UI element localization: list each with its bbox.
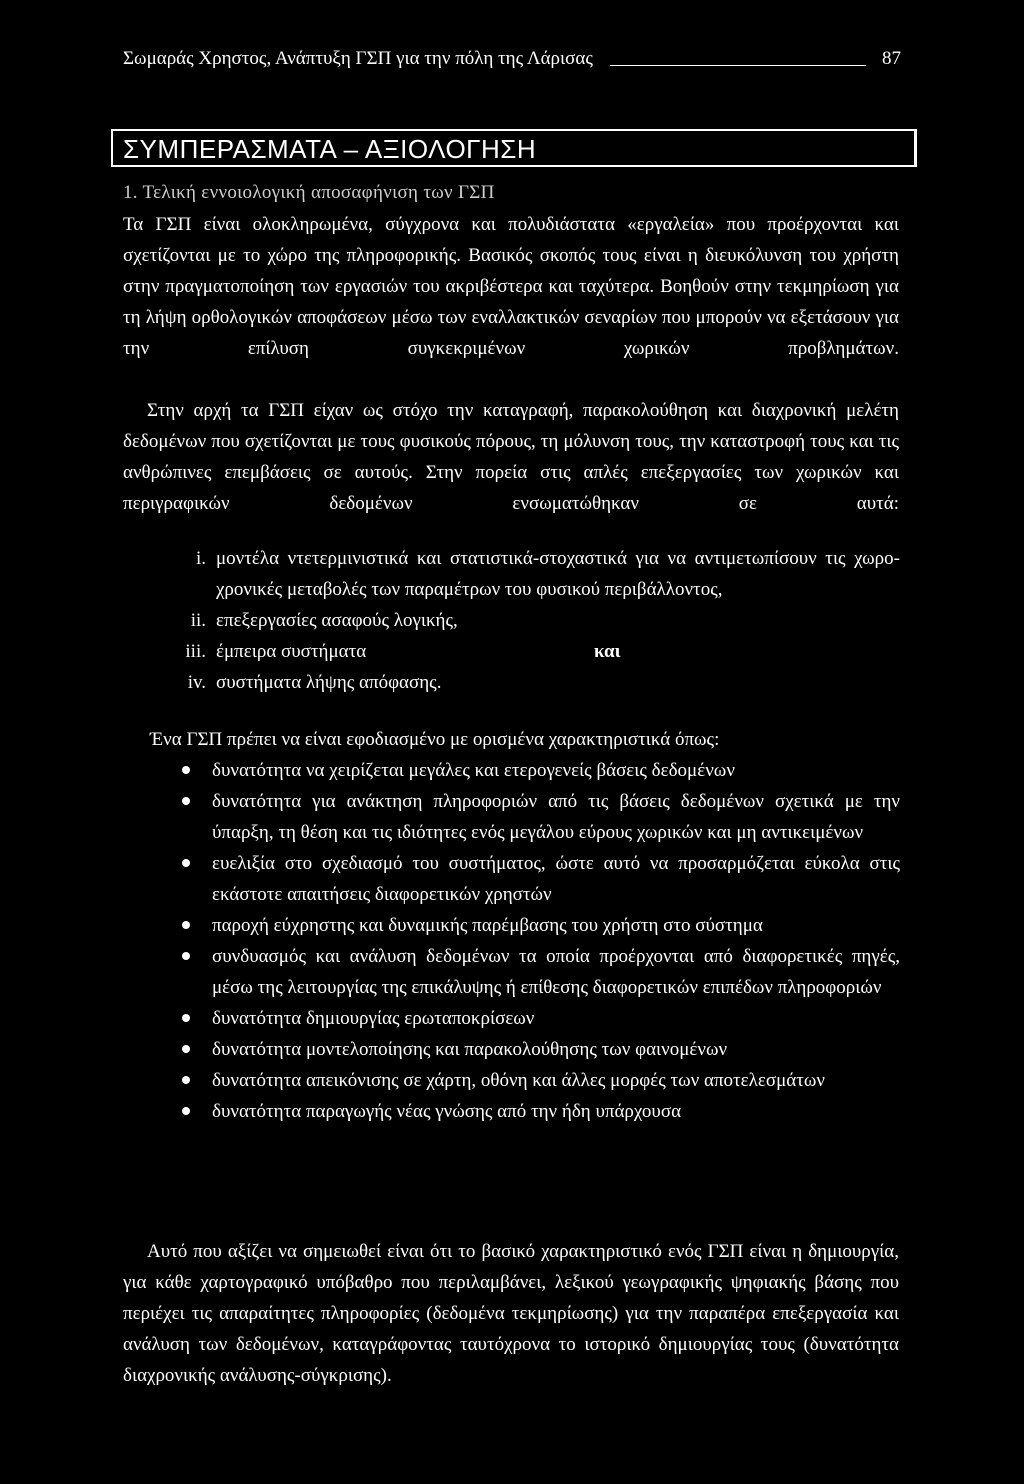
- paragraph-1: Τα ΓΣΠ είναι ολοκληρωμένα, σύγχρονα και πολυδιάστατα «εργαλεία» που προέρχονται και σχετίζονται με το χώρο της πληροφορικής. Βασικός σκοπός τους είναι η διευκόλυνση του χρήστη στην πραγματοποίηση των εργασιών του ακριβέστερα και ταχύτερα. Βοηθούν στην τεκμηρίωση για τη λήψη ορθολογικών αποφάσεων μέσω των εναλλακτικών σεναρίων που μπορούν να εξετάσουν για την επίλυση συγκεκριμένων χωρικών προβλημάτων.: [123, 214, 899, 359]
- paragraph-3: Αυτό που αξίζει να σημειωθεί είναι ότι το βασικό χαρακτηριστικό ενός ΓΣΠ είναι η δημιουργία, για κάθε χαρτογραφικό υπόβαθρο που περιλαμβάνει, λεξικού γεωγραφικής ψηφιακής βάσης που περιέχει τις απαραίτητες πληροφορίες (δεδομένα τεκμηρίωσης) για την παραπέρα επεξεργασία και ανάλυση των δεδομένων, καταγράφοντας ταυτόχρονα το ιστορικό δημιουργίας τους (δυνατότητα διαχρονικής ανάλυσης-σύγκρισης).: [123, 1241, 899, 1386]
- feature-text: ευελιξία στο σχεδιασμό του συστήματος, ώστε αυτό να προσαρμόζεται εύκολα στις εκάστοτε απαιτήσεις διαφορετικών χρηστών: [212, 853, 900, 905]
- feature-text: παροχή εύχρηστης και δυναμικής παρέμβασης του χρήστη στο σύστημα: [212, 915, 763, 936]
- bullet-icon: [182, 952, 190, 960]
- feature-text: δυνατότητα για ανάκτηση πληροφοριών από τις βάσεις δεδομένων σχετικά με την ύπαρξη, τη θέση και τις ιδιότητες ενός μεγάλου εύρους χωρικών και μη αντικειμένων: [212, 791, 900, 843]
- list-item: [182, 910, 900, 941]
- list-item: [160, 667, 900, 698]
- list-text: μοντέλα ντετερμινιστικά και στατιστικά-στοχαστικά για να αντιμετωπίσουν τις χωρο-χρονικές μεταβολές των παραμέτρων του φυσικού περιβάλλοντος,: [216, 548, 900, 600]
- features-list: [182, 755, 900, 1127]
- header-rule: [610, 65, 866, 66]
- list-item: [182, 1096, 900, 1127]
- section-heading: ΣΥΜΠΕΡΑΣΜΑΤΑ – ΑΞΙΟΛΟΓΗΣΗ: [123, 134, 537, 164]
- header-title: Σωμαράς Χρηστος, Ανάπτυξη ΓΣΠ για την πόλη της Λάρισας: [123, 48, 593, 69]
- list-number: ii.: [190, 610, 206, 631]
- list-text: συστήματα λήψης απόφασης.: [216, 672, 442, 693]
- bullet-icon: [182, 859, 190, 867]
- list-item: [160, 636, 900, 667]
- bullet-icon: [182, 766, 190, 774]
- section-heading-box: [111, 129, 917, 167]
- sub-heading: 1. Τελική εννοιολογική αποσαφήνιση των ΓΣΠ: [123, 182, 495, 203]
- feature-text: δυνατότητα παραγωγής νέας γνώσης από την ήδη υπάρχουσα: [212, 1101, 682, 1122]
- features-intro: Ένα ΓΣΠ πρέπει να είναι εφοδιασμένο με ορισμένα χαρακτηριστικά όπως:: [150, 729, 720, 750]
- list-text: έμπειρα συστήματα: [216, 641, 367, 662]
- bullet-icon: [182, 921, 190, 929]
- feature-text: συνδυασμός και ανάλυση δεδομένων τα οποία προέρχονται από διαφορετικές πηγές, μέσω της λειτουργίας της επικάλυψης ή επίθεσης διαφορετικών επιπέδων πληροφοριών: [212, 946, 900, 998]
- list-number: i.: [195, 548, 206, 569]
- bullet-icon: [182, 1076, 190, 1084]
- list-item: [182, 786, 900, 848]
- roman-list: [160, 543, 900, 698]
- list-item: [182, 1034, 900, 1065]
- list-number: iii.: [185, 641, 206, 662]
- bullet-icon: [182, 1107, 190, 1115]
- paragraph-2: Στην αρχή τα ΓΣΠ είχαν ως στόχο την καταγραφή, παρακολούθηση και διαχρονική μελέτη δεδομένων που σχετίζονται με τους φυσικούς πόρους, τη μόλυνση τους, την καταστροφή τους και τις ανθρώπινες επεμβάσεις σε αυτούς. Στην πορεία στις απλές επεξεργασίες των χωρικών και περιγραφικών δεδομένων ενσωματώθηκαν σε αυτά:: [123, 400, 899, 514]
- page-number: 87: [882, 48, 901, 69]
- list-number: iv.: [187, 672, 206, 693]
- feature-text: δυνατότητα μοντελοποίησης και παρακολούθησης των φαινομένων: [212, 1039, 728, 1060]
- list-conjunction: και: [594, 641, 621, 662]
- list-item: [182, 755, 900, 786]
- feature-text: δυνατότητα απεικόνισης σε χάρτη, οθόνη και άλλες μορφές των αποτελεσμάτων: [212, 1070, 825, 1091]
- feature-text: δυνατότητα να χειρίζεται μεγάλες και ετερογενείς βάσεις δεδομένων: [212, 760, 735, 781]
- list-item: [182, 941, 900, 1003]
- list-item: [160, 605, 900, 636]
- list-item: [182, 1065, 900, 1096]
- feature-text: δυνατότητα δημιουργίας ερωταποκρίσεων: [212, 1008, 535, 1029]
- list-item: [182, 1003, 900, 1034]
- list-text: επεξεργασίες ασαφούς λογικής,: [216, 610, 458, 631]
- list-item: [160, 543, 900, 605]
- list-item: [182, 848, 900, 910]
- bullet-icon: [182, 1045, 190, 1053]
- bullet-icon: [182, 797, 190, 805]
- bullet-icon: [182, 1014, 190, 1022]
